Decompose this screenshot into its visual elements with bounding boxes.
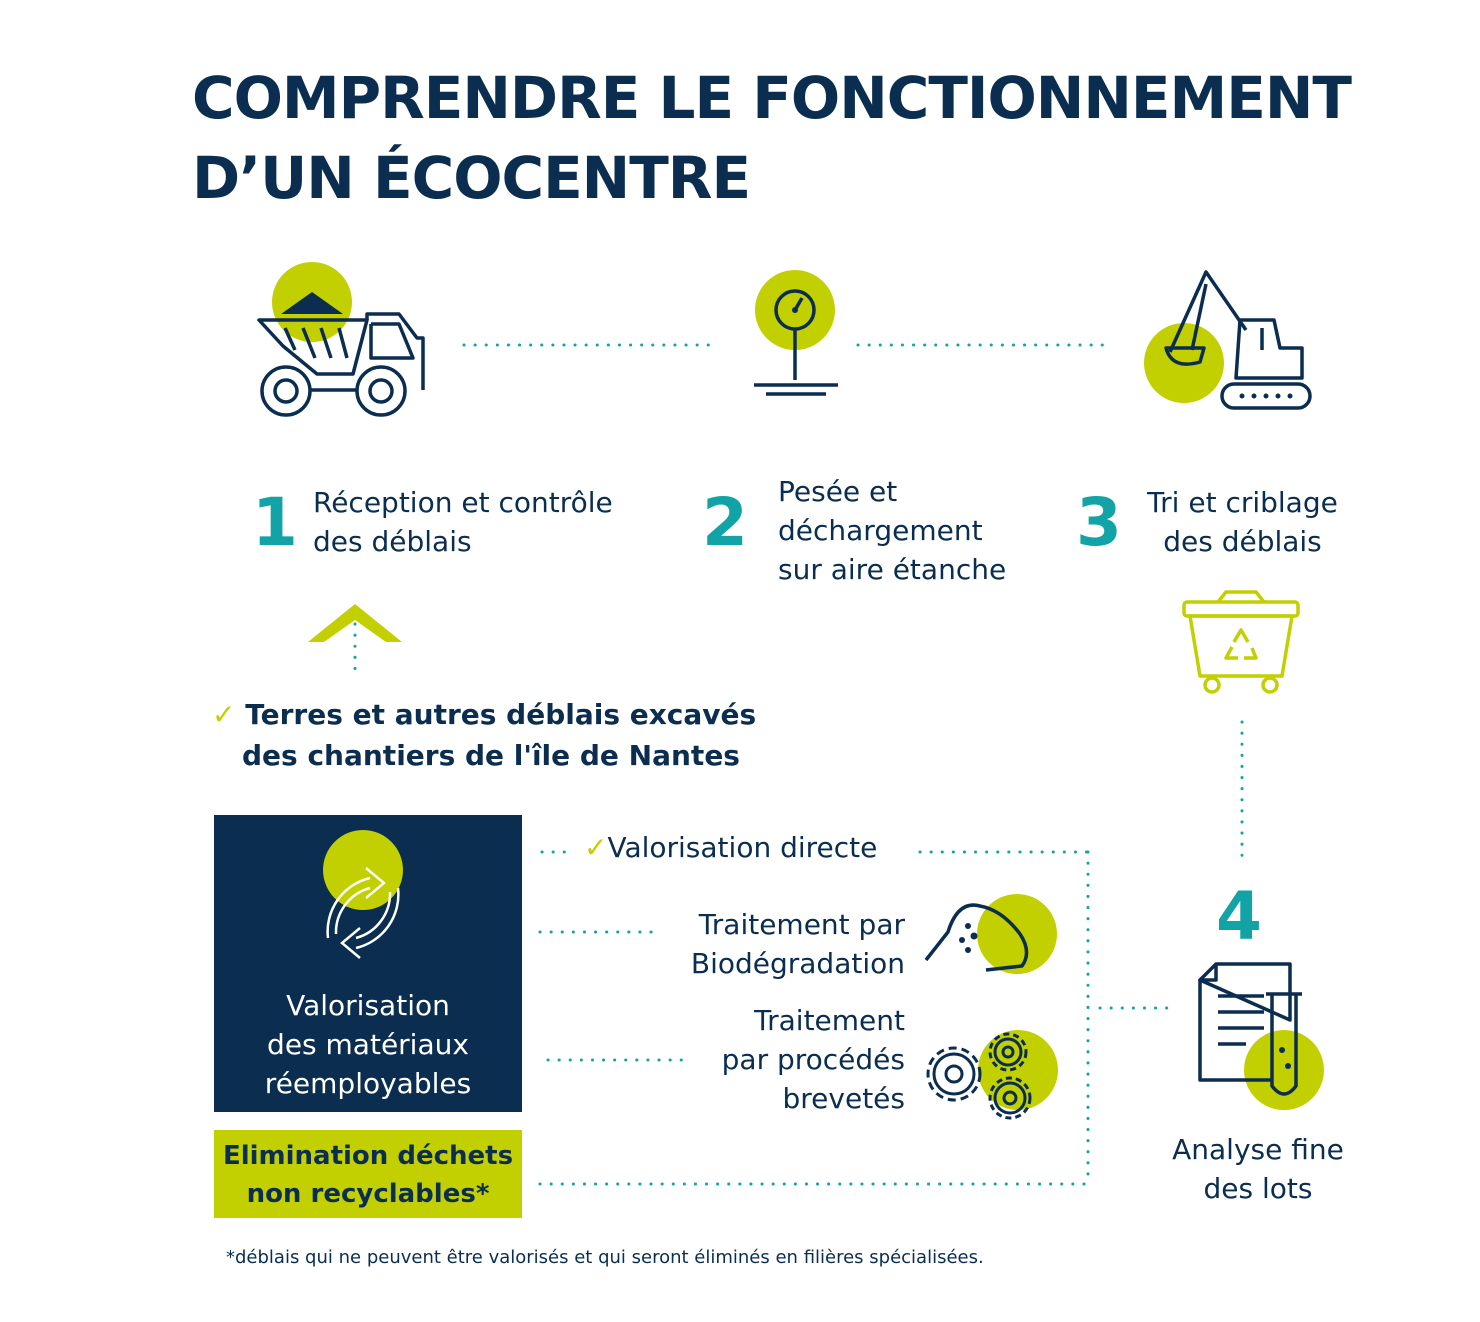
title-line-2: D’UN ÉCOCENTRE <box>192 144 751 212</box>
step-1-label-line-1: Réception et contrôle <box>313 486 613 519</box>
recycling-bin-icon <box>1182 590 1302 698</box>
step-1-number: 1 <box>252 484 298 561</box>
input-line-1: Terres et autres déblais excavés <box>245 698 757 731</box>
step-2-number: 2 <box>702 484 748 561</box>
outcome-procedes-line-1: Traitement <box>754 1004 905 1037</box>
excavator-icon <box>1144 270 1314 412</box>
step-3-label <box>1130 483 1355 561</box>
step-4-label <box>1150 1130 1366 1208</box>
step-2-label-line-1: Pesée et <box>778 475 898 508</box>
outcome-biodegradation-line-1: Traitement par <box>698 908 905 941</box>
step-2-label-line-2: déchargement <box>778 514 983 547</box>
elimination-box-label <box>214 1137 522 1213</box>
outcome-procedes <box>600 1001 905 1118</box>
input-line-2: des chantiers de l'île de Nantes <box>242 739 740 772</box>
outcome-direct-label: Valorisation directe <box>607 831 878 864</box>
input-materials <box>212 694 812 776</box>
step-2-label-line-3: sur aire étanche <box>778 553 1007 586</box>
gears-icon <box>916 1022 1062 1128</box>
elimination-line-1: Elimination déchets <box>222 1141 514 1171</box>
step-3-label-line-1: Tri et criblage <box>1147 486 1338 519</box>
valorisation-line-2: des matériaux <box>267 1028 469 1061</box>
valorisation-line-3: réemployables <box>264 1067 472 1100</box>
soil-pile-icon <box>922 886 1062 982</box>
step-2-label <box>778 472 1058 589</box>
step-1-label <box>313 483 673 561</box>
step-3-label-line-2: des déblais <box>1163 525 1322 558</box>
step-4-label-line-2: des lots <box>1203 1172 1313 1205</box>
scale-icon <box>752 270 842 400</box>
footnote: *déblais qui ne peuvent être valorisés et qui seront éliminés en filières spécialisées. <box>226 1247 984 1268</box>
step-4-number: 4 <box>1216 878 1262 955</box>
step-3-number: 3 <box>1076 484 1122 561</box>
outcome-direct <box>584 828 914 867</box>
valorisation-box-label <box>214 986 522 1103</box>
valorisation-line-1: Valorisation <box>286 989 450 1022</box>
step-4-label-line-1: Analyse fine <box>1172 1133 1344 1166</box>
outcome-procedes-line-2: par procédés <box>721 1043 905 1076</box>
title-line-1: COMPRENDRE LE FONCTIONNEMENT <box>192 64 1351 132</box>
elimination-line-2: non recyclables* <box>246 1179 490 1209</box>
step-1-label-line-2: des déblais <box>313 525 472 558</box>
recycle-arrows-icon <box>298 828 428 978</box>
outcome-biodegradation-line-2: Biodégradation <box>690 947 905 980</box>
outcome-procedes-line-3: brevetés <box>782 1082 905 1115</box>
outcome-biodegradation <box>600 905 905 983</box>
arrow-up-icon <box>308 602 402 644</box>
dump-truck-icon <box>255 262 430 422</box>
check-icon: ✓ <box>212 698 236 731</box>
check-icon: ✓ <box>584 831 608 864</box>
lab-analysis-icon <box>1194 960 1329 1115</box>
